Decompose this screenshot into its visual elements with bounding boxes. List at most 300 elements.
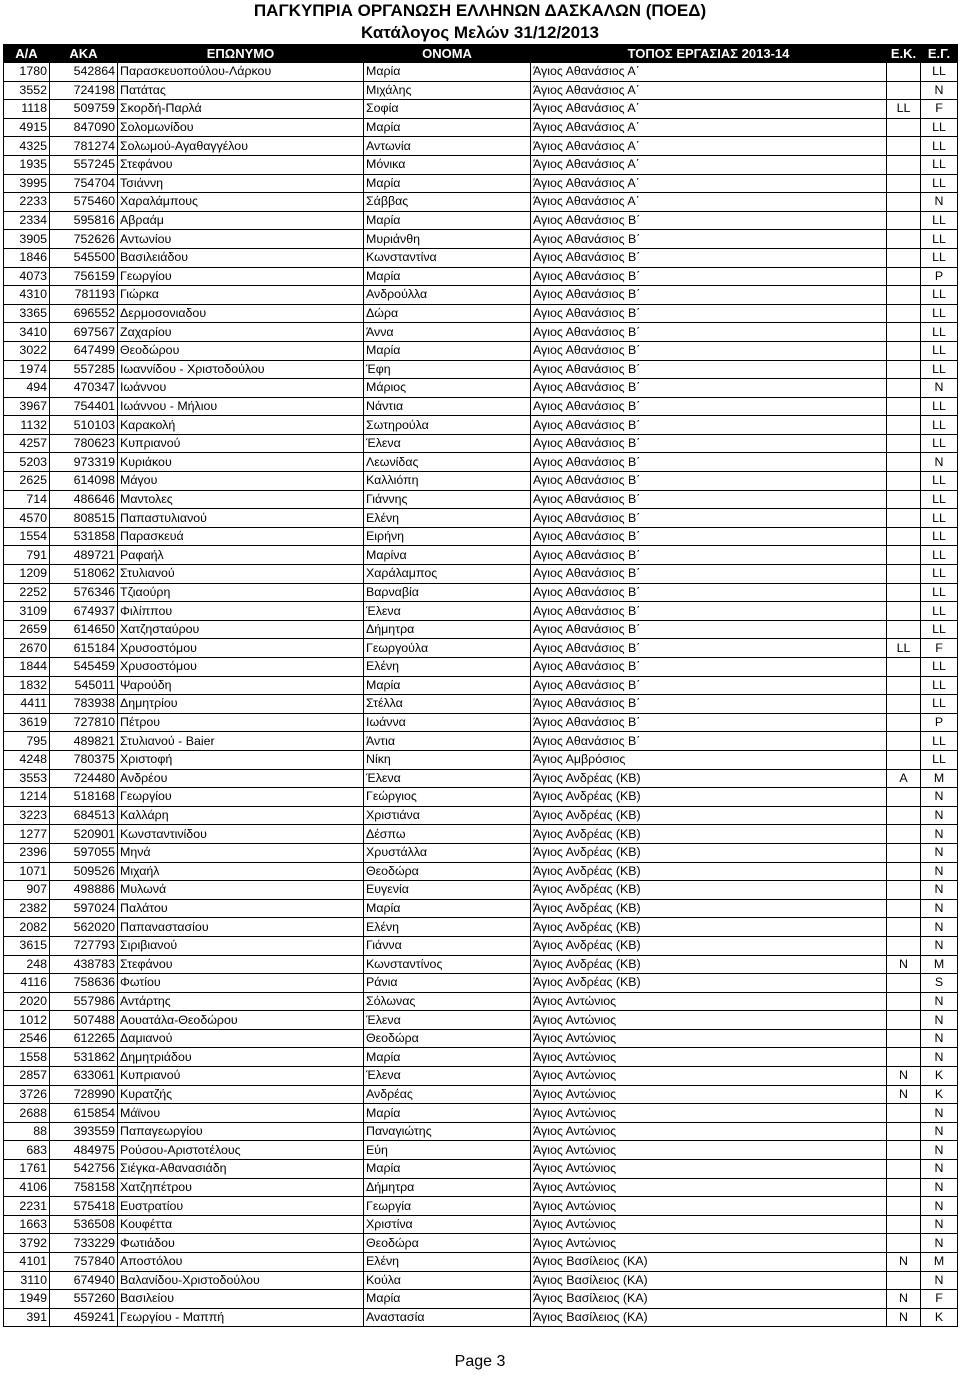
table-cell: Άγιος Ανδρέας (ΚΒ) bbox=[531, 788, 887, 807]
table-cell: LL bbox=[921, 527, 958, 546]
table-cell: Άγιος Αθανάσιος Β΄ bbox=[531, 695, 887, 714]
table-cell bbox=[887, 843, 921, 862]
table-cell: Ανδρέου bbox=[118, 769, 364, 788]
table-cell: 795 bbox=[4, 732, 50, 751]
table-row bbox=[4, 63, 958, 82]
table-cell: Αγιος Αθανάσιος Β΄ bbox=[531, 267, 887, 286]
table-cell: 2233 bbox=[4, 193, 50, 212]
table-cell bbox=[887, 806, 921, 825]
table-cell: 518168 bbox=[50, 788, 118, 807]
table-cell: N bbox=[921, 379, 958, 398]
table-cell: Άγιος Αντώνιος bbox=[531, 1011, 887, 1030]
table-cell: N bbox=[921, 899, 958, 918]
column-header: Ε.Γ. bbox=[921, 45, 958, 63]
table-cell: 614098 bbox=[50, 472, 118, 491]
table-cell: Αγιος Αθανάσιος Β΄ bbox=[531, 490, 887, 509]
table-cell bbox=[887, 825, 921, 844]
table-cell: Μαρία bbox=[364, 1290, 531, 1309]
table-cell: Αγιος Αθανάσιος Β΄ bbox=[531, 453, 887, 472]
members-table bbox=[3, 44, 958, 1327]
table-cell: 1949 bbox=[4, 1290, 50, 1309]
table-cell: Άγιος Ανδρέας (ΚΒ) bbox=[531, 862, 887, 881]
table-cell: 595816 bbox=[50, 211, 118, 230]
table-cell: 4073 bbox=[4, 267, 50, 286]
table-cell: N bbox=[921, 862, 958, 881]
table-cell bbox=[887, 602, 921, 621]
table-cell: Αγιος Αθανάσιος Β΄ bbox=[531, 304, 887, 323]
table-cell: Μαρία bbox=[364, 341, 531, 360]
table-cell: Βασιλειάδου bbox=[118, 248, 364, 267]
table-cell: Χατζηπέτρου bbox=[118, 1178, 364, 1197]
table-cell: Αγιος Αθανάσιος Β΄ bbox=[531, 602, 887, 621]
table-row bbox=[4, 453, 958, 472]
table-row bbox=[4, 81, 958, 100]
table-cell: 459241 bbox=[50, 1308, 118, 1327]
table-cell: 684513 bbox=[50, 806, 118, 825]
table-cell: Αγιος Αθανάσιος Β΄ bbox=[531, 472, 887, 491]
table-cell: Αγιος Αθανάσιος Β΄ bbox=[531, 416, 887, 435]
table-cell: 612265 bbox=[50, 1029, 118, 1048]
table-cell: Μαρία bbox=[364, 1048, 531, 1067]
table-cell: Νίκη bbox=[364, 750, 531, 769]
table-cell: 714 bbox=[4, 490, 50, 509]
table-cell: Έλενα bbox=[364, 1011, 531, 1030]
table-cell: LL bbox=[921, 230, 958, 249]
table-cell: Βαλανίδου-Χριστοδούλου bbox=[118, 1271, 364, 1290]
table-cell: 536508 bbox=[50, 1215, 118, 1234]
table-row bbox=[4, 899, 958, 918]
document-subtitle: Κατάλογος Μελών 31/12/2013 bbox=[360, 23, 600, 42]
table-cell: Μαρία bbox=[364, 1160, 531, 1179]
table-cell: Αουατάλα-Θεοδώρου bbox=[118, 1011, 364, 1030]
table-row bbox=[4, 806, 958, 825]
table-row bbox=[4, 602, 958, 621]
table-cell: Γιώρκα bbox=[118, 286, 364, 305]
table-cell: N bbox=[921, 843, 958, 862]
table-cell: Παπαγεωργίου bbox=[118, 1122, 364, 1141]
table-row bbox=[4, 323, 958, 342]
table-cell: Αγιος Αθανάσιος Β΄ bbox=[531, 620, 887, 639]
table-cell: Παπαναστασίου bbox=[118, 918, 364, 937]
table-cell: Δημητρίου bbox=[118, 695, 364, 714]
table-cell: Δώρα bbox=[364, 304, 531, 323]
table-cell: Αγιος Αθανάσιος Β΄ bbox=[531, 658, 887, 677]
table-cell: 4310 bbox=[4, 286, 50, 305]
table-cell: Κυπριανού bbox=[118, 1067, 364, 1086]
table-cell: Δαμιανού bbox=[118, 1029, 364, 1048]
table-cell: LL bbox=[921, 434, 958, 453]
table-row bbox=[4, 974, 958, 993]
column-header: Α/Α bbox=[4, 45, 50, 63]
table-cell: N bbox=[921, 453, 958, 472]
table-cell: Παναγιώτης bbox=[364, 1122, 531, 1141]
table-row bbox=[4, 286, 958, 305]
table-cell: 575460 bbox=[50, 193, 118, 212]
table-cell: 4101 bbox=[4, 1253, 50, 1272]
table-cell: Αγιος Αθανάσιος Β΄ bbox=[531, 397, 887, 416]
table-cell: 614650 bbox=[50, 620, 118, 639]
table-row bbox=[4, 527, 958, 546]
table-row bbox=[4, 732, 958, 751]
table-cell: LL bbox=[921, 286, 958, 305]
table-row bbox=[4, 936, 958, 955]
table-cell: Γιάννα bbox=[364, 936, 531, 955]
table-row bbox=[4, 193, 958, 212]
table-cell: Αγιος Αθανάσιος Β΄ bbox=[531, 360, 887, 379]
table-cell: 4325 bbox=[4, 137, 50, 156]
table-cell: LL bbox=[921, 155, 958, 174]
table-cell: 2659 bbox=[4, 620, 50, 639]
table-cell: 2546 bbox=[4, 1029, 50, 1048]
table-cell: N bbox=[887, 955, 921, 974]
table-cell bbox=[887, 1271, 921, 1290]
table-cell: 3110 bbox=[4, 1271, 50, 1290]
table-cell: Γεωργούλα bbox=[364, 639, 531, 658]
table-cell: Δήμητρα bbox=[364, 620, 531, 639]
table-cell: 3410 bbox=[4, 323, 50, 342]
table-cell bbox=[887, 193, 921, 212]
table-cell bbox=[887, 81, 921, 100]
table-cell: Άγιος Αθανάσιος Α΄ bbox=[531, 174, 887, 193]
table-cell: 575418 bbox=[50, 1197, 118, 1216]
table-cell: 1012 bbox=[4, 1011, 50, 1030]
table-cell: Δερμοσονιαδου bbox=[118, 304, 364, 323]
table-cell: Γιάννης bbox=[364, 490, 531, 509]
table-cell: Σιέγκα-Αθανασιάδη bbox=[118, 1160, 364, 1179]
table-cell: Ελένη bbox=[364, 918, 531, 937]
table-cell: Έλενα bbox=[364, 602, 531, 621]
table-cell: 509526 bbox=[50, 862, 118, 881]
table-cell: N bbox=[887, 1067, 921, 1086]
table-cell: Σωτηρούλα bbox=[364, 416, 531, 435]
table-row bbox=[4, 546, 958, 565]
table-cell: Άγιος Βασίλειος (ΚΑ) bbox=[531, 1290, 887, 1309]
table-row bbox=[4, 992, 958, 1011]
table-cell: 3615 bbox=[4, 936, 50, 955]
table-cell bbox=[887, 732, 921, 751]
table-cell: 545500 bbox=[50, 248, 118, 267]
table-cell: Μόνικα bbox=[364, 155, 531, 174]
table-cell: Τζιαούρη bbox=[118, 583, 364, 602]
table-cell: 393559 bbox=[50, 1122, 118, 1141]
table-cell: Άγιος Αντώνιος bbox=[531, 1234, 887, 1253]
table-cell: Μιχαήλ bbox=[118, 862, 364, 881]
table-cell: Μάριος bbox=[364, 379, 531, 398]
table-cell: Άγιος Αμβρόσιος bbox=[531, 750, 887, 769]
table-cell bbox=[887, 341, 921, 360]
table-cell bbox=[887, 416, 921, 435]
table-cell: 1118 bbox=[4, 100, 50, 119]
table-cell: Κωνσταντίνος bbox=[364, 955, 531, 974]
table-cell: N bbox=[921, 1178, 958, 1197]
table-cell: 2396 bbox=[4, 843, 50, 862]
table-cell: N bbox=[921, 1160, 958, 1179]
table-cell bbox=[887, 1141, 921, 1160]
table-row bbox=[4, 881, 958, 900]
table-cell bbox=[887, 211, 921, 230]
table-cell: 5203 bbox=[4, 453, 50, 472]
table-cell: 2082 bbox=[4, 918, 50, 937]
table-cell bbox=[887, 137, 921, 156]
table-cell: Ειρήνη bbox=[364, 527, 531, 546]
table-cell: 791 bbox=[4, 546, 50, 565]
table-cell: 489821 bbox=[50, 732, 118, 751]
document-title: ΠΑΓΚΥΠΡΙΑ ΟΡΓΑΝΩΣΗ ΕΛΛΗΝΩΝ ΔΑΣΚΑΛΩΝ (ΠΟΕΔ) bbox=[253, 1, 707, 20]
table-cell bbox=[887, 527, 921, 546]
table-cell: 494 bbox=[4, 379, 50, 398]
table-cell: Άγιος Αθανάσιος Α΄ bbox=[531, 100, 887, 119]
table-cell: N bbox=[921, 1048, 958, 1067]
table-cell: Ραφαήλ bbox=[118, 546, 364, 565]
column-header: ΑΚΑ bbox=[50, 45, 118, 63]
table-row bbox=[4, 1234, 958, 1253]
table-cell: 1761 bbox=[4, 1160, 50, 1179]
table-cell: N bbox=[921, 1011, 958, 1030]
table-cell: Ευστρατίου bbox=[118, 1197, 364, 1216]
table-cell bbox=[887, 323, 921, 342]
table-cell: 615854 bbox=[50, 1104, 118, 1123]
table-cell: Άγιος Αντώνιος bbox=[531, 1197, 887, 1216]
table-cell bbox=[887, 788, 921, 807]
table-cell bbox=[887, 658, 921, 677]
table-cell: 509759 bbox=[50, 100, 118, 119]
table-row bbox=[4, 843, 958, 862]
table-cell: P bbox=[921, 267, 958, 286]
table-cell: Μαρία bbox=[364, 211, 531, 230]
table-row bbox=[4, 1160, 958, 1179]
table-cell: 1209 bbox=[4, 565, 50, 584]
table-cell: Σολωμού-Αγαθαγγέλου bbox=[118, 137, 364, 156]
table-cell: LL bbox=[921, 546, 958, 565]
table-row bbox=[4, 174, 958, 193]
table-cell bbox=[887, 899, 921, 918]
table-cell: 545459 bbox=[50, 658, 118, 677]
table-cell: Αγιος Αθανάσιος Β΄ bbox=[531, 583, 887, 602]
table-cell: LL bbox=[887, 639, 921, 658]
table-cell: 3022 bbox=[4, 341, 50, 360]
table-row bbox=[4, 155, 958, 174]
table-cell: LL bbox=[921, 676, 958, 695]
table-cell: 647499 bbox=[50, 341, 118, 360]
table-cell: LL bbox=[921, 137, 958, 156]
table-cell bbox=[887, 434, 921, 453]
table-cell: 808515 bbox=[50, 509, 118, 528]
table-cell: 557260 bbox=[50, 1290, 118, 1309]
table-cell: 4106 bbox=[4, 1178, 50, 1197]
table-cell: 780623 bbox=[50, 434, 118, 453]
table-cell: 542864 bbox=[50, 63, 118, 82]
table-cell: 781193 bbox=[50, 286, 118, 305]
table-cell: Νάντια bbox=[364, 397, 531, 416]
table-cell bbox=[887, 918, 921, 937]
table-row bbox=[4, 918, 958, 937]
table-cell: 4116 bbox=[4, 974, 50, 993]
table-cell: LL bbox=[921, 565, 958, 584]
table-cell: 783938 bbox=[50, 695, 118, 714]
table-cell: N bbox=[921, 1197, 958, 1216]
table-cell: Στεφάνου bbox=[118, 955, 364, 974]
table-cell: 489721 bbox=[50, 546, 118, 565]
table-cell: 733229 bbox=[50, 1234, 118, 1253]
column-header: Ε.Κ. bbox=[887, 45, 921, 63]
table-row bbox=[4, 304, 958, 323]
table-cell: Αβραάμ bbox=[118, 211, 364, 230]
table-row bbox=[4, 118, 958, 137]
table-cell: Στυλιανού - Baier bbox=[118, 732, 364, 751]
table-cell: Άγιος Βασίλειος (ΚΑ) bbox=[531, 1308, 887, 1327]
table-row bbox=[4, 490, 958, 509]
table-cell: Έφη bbox=[364, 360, 531, 379]
table-cell: Άγιος Αθανάσιος Α΄ bbox=[531, 63, 887, 82]
table-cell bbox=[887, 936, 921, 955]
table-cell: 531862 bbox=[50, 1048, 118, 1067]
table-row bbox=[4, 1122, 958, 1141]
table-cell: Θεοδώρου bbox=[118, 341, 364, 360]
table-row bbox=[4, 416, 958, 435]
table-cell: 470347 bbox=[50, 379, 118, 398]
table-cell: Δέσπω bbox=[364, 825, 531, 844]
table-cell bbox=[887, 490, 921, 509]
table-cell: 758636 bbox=[50, 974, 118, 993]
table-cell: Άγιος Αντώνιος bbox=[531, 1215, 887, 1234]
table-cell: 697567 bbox=[50, 323, 118, 342]
table-row bbox=[4, 434, 958, 453]
table-cell: LL bbox=[921, 248, 958, 267]
table-row bbox=[4, 360, 958, 379]
table-cell: Κούλα bbox=[364, 1271, 531, 1290]
table-row bbox=[4, 1085, 958, 1104]
table-cell: 1844 bbox=[4, 658, 50, 677]
table-cell: 754704 bbox=[50, 174, 118, 193]
table-row bbox=[4, 639, 958, 658]
table-cell: Ψαρούδη bbox=[118, 676, 364, 695]
table-cell: N bbox=[921, 806, 958, 825]
table-cell: 545011 bbox=[50, 676, 118, 695]
table-cell: Άγιος Αθανάσιος Β΄ bbox=[531, 713, 887, 732]
table-cell: 3905 bbox=[4, 230, 50, 249]
table-cell: Φωτιάδου bbox=[118, 1234, 364, 1253]
table-row bbox=[4, 1104, 958, 1123]
table-row bbox=[4, 1197, 958, 1216]
table-cell bbox=[887, 509, 921, 528]
table-cell bbox=[887, 304, 921, 323]
table-cell: Άγιος Αντώνιος bbox=[531, 992, 887, 1011]
table-cell: 615184 bbox=[50, 639, 118, 658]
table-cell: Δημητριάδου bbox=[118, 1048, 364, 1067]
table-cell: 683 bbox=[4, 1141, 50, 1160]
table-cell: Άγιος Αντώνιος bbox=[531, 1067, 887, 1086]
table-cell: N bbox=[921, 193, 958, 212]
table-cell: Έλενα bbox=[364, 769, 531, 788]
table-cell bbox=[887, 676, 921, 695]
table-cell: Βασιλείου bbox=[118, 1290, 364, 1309]
table-cell: Χαράλαμπος bbox=[364, 565, 531, 584]
table-cell: Κυπριανού bbox=[118, 434, 364, 453]
table-cell: 724198 bbox=[50, 81, 118, 100]
table-cell: 531858 bbox=[50, 527, 118, 546]
table-cell: Αγιος Αθανάσιος Β΄ bbox=[531, 323, 887, 342]
table-cell bbox=[887, 1178, 921, 1197]
table-row bbox=[4, 1253, 958, 1272]
table-cell bbox=[887, 1048, 921, 1067]
table-cell: Χρυσοστόμου bbox=[118, 658, 364, 677]
table-cell: 1780 bbox=[4, 63, 50, 82]
table-cell: 507488 bbox=[50, 1011, 118, 1030]
table-cell: N bbox=[921, 881, 958, 900]
table-row bbox=[4, 695, 958, 714]
table-cell: Μαρία bbox=[364, 899, 531, 918]
table-cell: 3995 bbox=[4, 174, 50, 193]
table-cell: A bbox=[887, 769, 921, 788]
table-cell: LL bbox=[921, 174, 958, 193]
table-cell: 3109 bbox=[4, 602, 50, 621]
table-cell: Έλενα bbox=[364, 434, 531, 453]
table-cell: Αγιος Αθανάσιος Β΄ bbox=[531, 546, 887, 565]
table-row bbox=[4, 1215, 958, 1234]
table-cell: 758158 bbox=[50, 1178, 118, 1197]
table-cell: Άγιος Αντώνιος bbox=[531, 1104, 887, 1123]
table-row bbox=[4, 583, 958, 602]
table-cell: LL bbox=[921, 602, 958, 621]
table-cell: Μυλωνά bbox=[118, 881, 364, 900]
table-cell: Γεώργιος bbox=[364, 788, 531, 807]
table-cell: LL bbox=[921, 360, 958, 379]
table-cell: N bbox=[921, 1122, 958, 1141]
table-cell: Θεοδώρα bbox=[364, 1029, 531, 1048]
table-cell: Στέλλα bbox=[364, 695, 531, 714]
table-cell: Αγιος Αθανάσιος Β΄ bbox=[531, 527, 887, 546]
table-cell: Ιωάννου bbox=[118, 379, 364, 398]
table-cell: 1132 bbox=[4, 416, 50, 435]
column-header: ΤΟΠΟΣ ΕΡΓΑΣΙΑΣ 2013-14 bbox=[531, 45, 887, 63]
table-cell: 2857 bbox=[4, 1067, 50, 1086]
table-cell: Εύη bbox=[364, 1141, 531, 1160]
table-cell: Μυριάνθη bbox=[364, 230, 531, 249]
table-cell: Άγιος Αθανάσιος Β΄ bbox=[531, 732, 887, 751]
table-cell: 756159 bbox=[50, 267, 118, 286]
table-cell: Άγιος Αντώνιος bbox=[531, 1178, 887, 1197]
table-cell: 2688 bbox=[4, 1104, 50, 1123]
table-cell: Πατάτας bbox=[118, 81, 364, 100]
table-cell: N bbox=[921, 992, 958, 1011]
table-cell: Άγιος Αντώνιος bbox=[531, 1085, 887, 1104]
table-cell: 1832 bbox=[4, 676, 50, 695]
table-header-row bbox=[4, 45, 958, 63]
table-row bbox=[4, 1308, 958, 1327]
table-cell: N bbox=[921, 1029, 958, 1048]
table-cell: LL bbox=[887, 100, 921, 119]
table-cell: Άγιος Ανδρέας (ΚΒ) bbox=[531, 825, 887, 844]
table-cell: K bbox=[921, 1308, 958, 1327]
table-cell bbox=[887, 155, 921, 174]
table-cell: Φιλίππου bbox=[118, 602, 364, 621]
table-cell: 3726 bbox=[4, 1085, 50, 1104]
table-cell: Αποστόλου bbox=[118, 1253, 364, 1272]
table-cell: 4248 bbox=[4, 750, 50, 769]
table-cell: Καλλάρη bbox=[118, 806, 364, 825]
table-cell: Αναστασία bbox=[364, 1308, 531, 1327]
table-cell: Μαρία bbox=[364, 118, 531, 137]
table-cell: 1214 bbox=[4, 788, 50, 807]
table-cell: Γεωργίου bbox=[118, 788, 364, 807]
table-cell: 520901 bbox=[50, 825, 118, 844]
table-row bbox=[4, 397, 958, 416]
table-cell bbox=[887, 248, 921, 267]
table-cell: Άγιος Αθανάσιος Α΄ bbox=[531, 81, 887, 100]
table-cell: Αγιος Αθανάσιος Β΄ bbox=[531, 230, 887, 249]
table-cell: Κωνσταντινίδου bbox=[118, 825, 364, 844]
table-cell: Ζαχαρίου bbox=[118, 323, 364, 342]
